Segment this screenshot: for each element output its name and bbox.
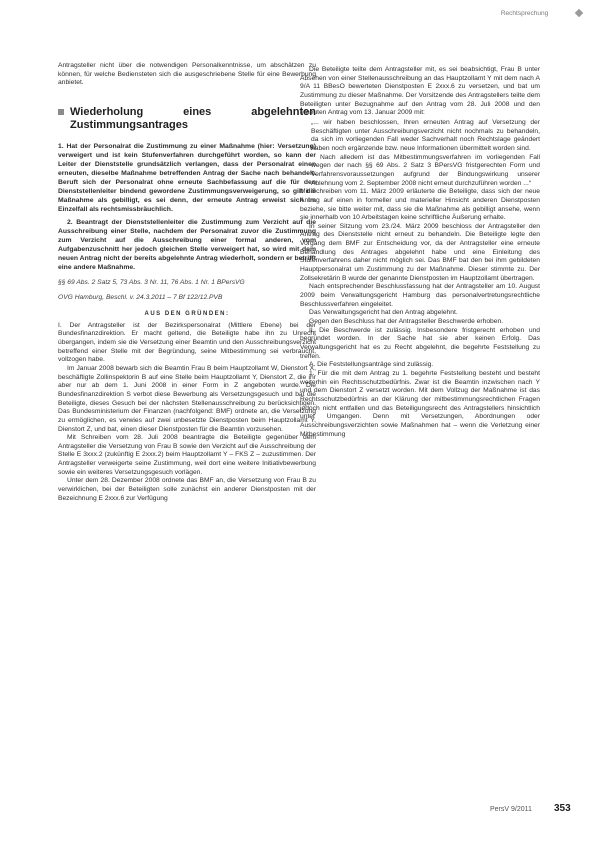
body-paragraph: A. Die Feststellungsanträge sind zulässig. <box>309 361 434 369</box>
article-heading <box>58 106 316 132</box>
body-paragraph: Nach entsprechender Beschlussfassung hat der Antragsteller am 10. August 2009 beim Verwaltungsgericht Hamburg das personalvertretungsrechtliche Beschlussverfahren eingeleitet. <box>300 283 540 308</box>
court-citation: OVG Hamburg, Beschl. v. 24.3.2011 – 7 Bf 122/12.PVB <box>58 293 223 301</box>
left-column <box>58 62 316 503</box>
quote-paragraph: „... wir haben beschlossen, Ihren erneuten Antrag auf Versetzung der Beschäftigten unter Ausschreibungsverzicht nicht nochmals zu behandeln, da sich im vorliegenden Fall weder Sachverhalt noch Rechtslage geändert haben noch ergänzende bzw. neue Informationen übermittelt worden sind. <box>311 118 540 152</box>
header-diamond-icon <box>575 9 583 17</box>
section-label: Rechtsprechung <box>500 10 549 17</box>
issue-label: PersV 9/2011 <box>490 806 532 813</box>
page-number: 353 <box>554 803 571 814</box>
block-quote <box>311 119 540 188</box>
reasons-heading: AUS DEN GRÜNDEN: <box>144 310 230 317</box>
body-paragraph: Das Verwaltungsgericht hat den Antrag abgelehnt. <box>309 309 458 317</box>
body-paragraph: Gegen den Beschluss hat der Antragsteller Beschwerde erhoben. <box>309 318 504 326</box>
right-column <box>300 66 540 439</box>
body-paragraph: 1. Für die mit dem Antrag zu 1. begehrte Feststellung besteht und besteht weiterhin ein Rechtsschutzbedürfnis. Zwar ist die Beamtin inzwischen nach Y und dem Dienstort Z versetzt worden. Mit dem Vollzug der Maßnahme ist das Rechtsschutzbedürfnis an der Klärung der mitbestimmungsrechtlichen Fragen jedoch nicht entfallen und das Beteiligungsrecht des Antragstellers hinsichtlich unter Umgangen. Denn mit Versetzungen, Abordnungen oder Ausschreibungsverzichten sowie Maßnahmen hat – wenn die Verletzung einer Mitbestimmung <box>300 369 540 438</box>
body-paragraph: Mit Schreiben vom 28. Juli 2008 beantragte die Beteiligte gegenüber dem Antragsteller die Versetzung von Frau B sowie den Verzicht auf die Ausschreibung der Stelle E 3xxx.2 (zukünftig E 2xxx.2) beim Hauptzollamt Y – FKS Z – zuzustimmen. Der Antragsteller verweigerte seine Zustimmung, weil dort eine weitere Initiativbewerbung sowie ein weiteres Versetzungsgesuch vorlägen. <box>58 434 316 476</box>
body-paragraph: In seiner Sitzung vom 23./24. März 2009 beschloss der Antragsteller den Antrag des Dienststelle nicht erneut zu behandeln. Die Beteiligte legte den Vorgang dem BMF zur Entscheidung vor, da der Antragsteller eine erneute Behandlung des Antrages abgelehnt habe und eine Einleitung des Stufenverfahrens daher nicht möglich sei. Das BMF bat den bei ihm gebildeten Hauptpersonalrat um Zustimmung zu der Maßnahme. Dieser stimmte zu. Der Zollsekretärin B wurde der genannte Dienstposten im Hauptzollamt übertragen. <box>300 222 540 282</box>
article-heading-text: Wiederholung eines abgelehnten Zustimmungsantrages <box>70 105 316 131</box>
quote-paragraph: Nach alledem ist das Mitbestimmungsverfahren im vorliegenden Fall wegen der nach §§ 69 Abs. 2 Satz 3 BPersVG fristgerechten Form und Verfahrensvoraussetzungen aufgrund der Bindungswirkung unserer Ablehnung vom 2. September 2008 nicht erneut durchzuführen worden ...“ <box>311 153 540 187</box>
running-header <box>501 10 582 17</box>
intro-paragraph: Antragsteller nicht über die notwendigen Personalkenntnisse, um abschätzen zu können, für welche Bediensteten sich die ausgeschriebene Stelle für eine Bewerbung anbietet. <box>58 62 316 87</box>
body-paragraph: I. Der Antragsteller ist der Bezirkspersonalrat (Mittlere Ebene) bei der Bundesfinanzdirektion. Er macht geltend, die Beteiligte habe ihn zu Unrecht übergangen, indem sie die Versetzung einer Beamtin und den Ausschreibungsverzicht betreffend einer Stelle mit der Begründung, seine Mitbestimmung sei verbraucht, vollzogen habe. <box>58 321 316 364</box>
statute-citation: §§ 69 Abs. 2 Satz 5, 73 Abs. 3 Nr. 11, 76 Abs. 1 Nr. 1 BPersVG <box>58 278 245 286</box>
body-paragraph: Die Beteiligte teilte dem Antragsteller mit, es sei beabsichtigt, Frau B unter Absehen von einer Stellenausschreibung an das Hauptzollamt Y mit dem nach A 9/A 11 BBesO bewerteten Dienstposten E 2xxx.6 zu versetzen, und bat um Zustimmung zu dieser Maßnahme. Der Vorsitzende des Antragstellers teilte dem Beteiligten unter Bezugnahme auf den Antrag vom 28. Juli 2008 und den erneuten Antrag vom 13. Januar 2009 mit: <box>300 66 540 117</box>
heading-square-icon <box>58 109 64 115</box>
headnote: 2. Beantragt der Dienststellenleiter die Zustimmung zum Verzicht auf die Ausschreibung einer Stelle, nachdem der Personalrat zuvor die Zustimmung zum Verzicht auf die Ausschreibung einer formal anderen, vom Aufgabenzuschnitt her jedoch gleichen Stelle verweigert hat, so wird mit dem neuen Antrag nicht der bereits abgelehnte Antrag wiederholt, sondern er betrifft eine andere Maßnahme. <box>58 218 316 271</box>
body-paragraph: Unter dem 28. Dezember 2008 ordnete das BMF an, die Versetzung von Frau B zu verwirklichen, bei der Beteiligten solle zunächst ein anderer Dienstposten mit der Bezeichnung E 2xxx.6 zur Verfügung <box>58 477 316 502</box>
headnote: 1. Hat der Personalrat die Zustimmung zu einer Maßnahme (hier: Versetzung) verweigert und ist kein Stufenverfahren durchgeführt worden, so kann der Leiter der Dienststelle grundsätzlich verlangen, dass der Personalrat einen erneuten, dieselbe Maßnahme betreffenden Antrag der Sache nach behandelt. Beruft sich der Personalrat ohne erneute Sachbefassung auf die für den Dienststellenleiter bindend gewordene Zustimmungsverweigerung, so gilt die Maßnahme als gebilligt, es sei denn, der erneute Antrag erweist sich im Einzelfall als rechtsmissbräuchlich. <box>58 142 316 213</box>
body-paragraph: Im Januar 2008 bewarb sich die Beamtin Frau B beim Hauptzollamt W, Dienstort X, beschäftigte Zollinspektorin B auf eine Stelle beim Hauptzollamt Y, Dienstort Z, die ihr aber nur ab dem 1. Juni 2008 in einer Form in Z angeboten wurde. Die Bundesfinanzdirektion S verbot diese Bewerbung als Versetzungsgesuch und bat die Beteiligte, dieses Gesuch bei der nächsten Stellenausschreibung zu berücksichtigen. Das Bundesministerium der Finanzen (nachfolgend: BMF) ordnete an, die Versetzung zu ermöglichen, es verwies auf zwei unbesetzte Dienstposten beim Hauptzollamt Y, Dienstort Z, und bat, einen dieser Dienstposten für die Beamtin vorzusehen. <box>58 364 316 433</box>
body-paragraph: Mit Schreiben vom 11. März 2009 erläuterte die Beteiligte, dass sich der neue Antrag auf einen in formeller und materieller Hinsicht anderen Dienstposten beziehe, sie bitte weiter mit, dass sie die Maßnahme als gebilligt ansehe, wenn sie innerhalb von 10 Arbeitstagen keine schriftliche Äußerung erhalte. <box>300 188 540 222</box>
headnotes <box>58 142 316 272</box>
body-paragraph: II. Die Beschwerde ist zulässig. Insbesondere fristgerecht erhoben und begründet worden. In der Sache hat sie aber keinen Erfolg. Das Verwaltungsgericht hat es zu Recht abgelehnt, die begehrte Feststellung zu treffen. <box>300 326 540 360</box>
